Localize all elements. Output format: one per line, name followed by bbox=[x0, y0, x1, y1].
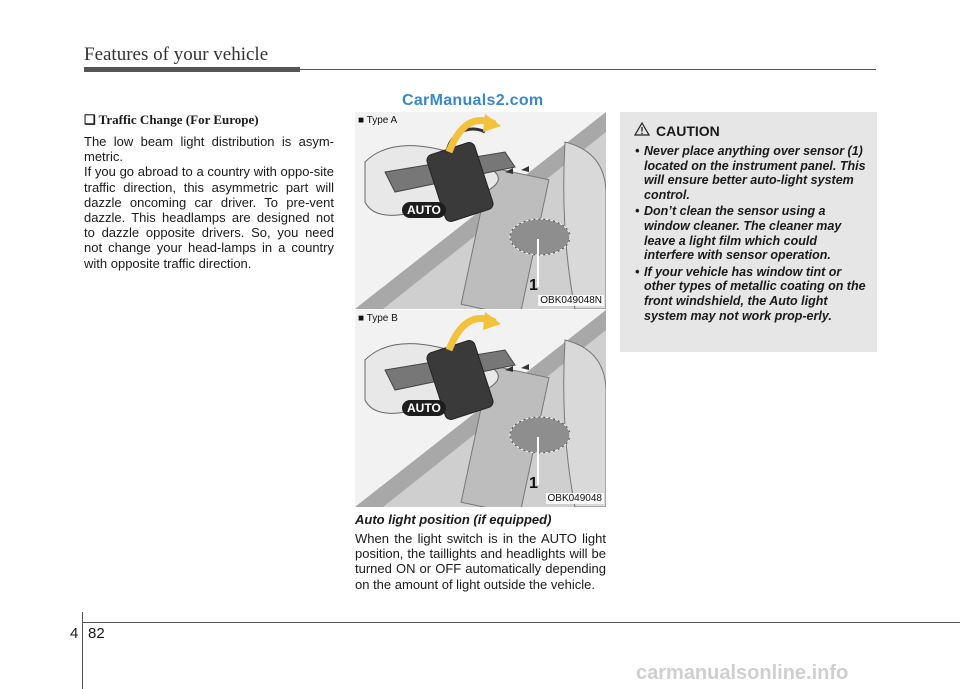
page-number: 82 bbox=[88, 625, 105, 642]
list-item: • Never place anything over sensor (1) located on the instrument panel. This will ensure better auto-light system control. bbox=[635, 144, 866, 202]
figure-type-label: ■ Type B bbox=[358, 313, 398, 324]
warning-triangle-icon bbox=[634, 122, 650, 139]
list-item: • If your vehicle has window tint or other types of metallic coating on the front windshield, the Auto light system may not work prop-erly. bbox=[635, 264, 866, 323]
header-rule-thin bbox=[300, 69, 876, 70]
left-column bbox=[84, 112, 334, 271]
list-item: • Don’t clean the sensor using a window cleaner. The cleaner may leave a light film which could interfere with sensor operation. bbox=[635, 204, 842, 263]
paragraph-2: If you go abroad to a country with oppo-site traffic direction, this asymmetric part will dazzle oncoming car driver. To pre-vent dazzle. This headlamps are designed not to dazzle opposite drivers. So, you need not change your head-lamps in a country with opposite traffic direction. bbox=[84, 164, 334, 271]
auto-label: AUTO bbox=[402, 400, 446, 416]
auto-light-section bbox=[355, 512, 606, 592]
page-chapter: 4 bbox=[70, 625, 79, 642]
figure-code: OBK049048N bbox=[540, 295, 602, 306]
page-header-title: Features of your vehicle bbox=[84, 44, 269, 65]
section-heading: ❑ Traffic Change (For Europe) bbox=[84, 112, 259, 127]
section-body bbox=[84, 134, 334, 271]
callout-number: 1 bbox=[529, 277, 538, 294]
caution-box bbox=[620, 112, 877, 352]
watermark-top[interactable]: CarManuals2.com bbox=[402, 92, 544, 109]
figure-code: OBK049048 bbox=[547, 493, 602, 504]
figure-type-b bbox=[355, 310, 606, 507]
figure-type-a bbox=[355, 112, 606, 309]
header-rule-thick bbox=[84, 67, 300, 72]
callout-number: 1 bbox=[529, 475, 538, 492]
footer-vertical-rule bbox=[82, 612, 83, 689]
figure-type-label: ■ Type A bbox=[358, 115, 398, 126]
footer-horizontal-rule bbox=[82, 622, 960, 623]
caution-header bbox=[634, 122, 720, 139]
auto-label: AUTO bbox=[402, 202, 446, 218]
footer-watermark[interactable]: carmanualsonline.info bbox=[636, 662, 849, 684]
caution-list bbox=[630, 144, 870, 325]
auto-light-title: Auto light position (if equipped) bbox=[355, 512, 552, 527]
light-switch-illustration bbox=[355, 310, 606, 507]
paragraph-1: The low beam light distribution is asym-metric. bbox=[84, 134, 334, 165]
light-switch-illustration bbox=[355, 112, 606, 309]
auto-light-text: When the light switch is in the AUTO light position, the taillights and headlights will be turned ON or OFF automatically depending on the amount of light outside the vehicle. bbox=[355, 531, 606, 592]
caution-title: CAUTION bbox=[656, 122, 720, 139]
